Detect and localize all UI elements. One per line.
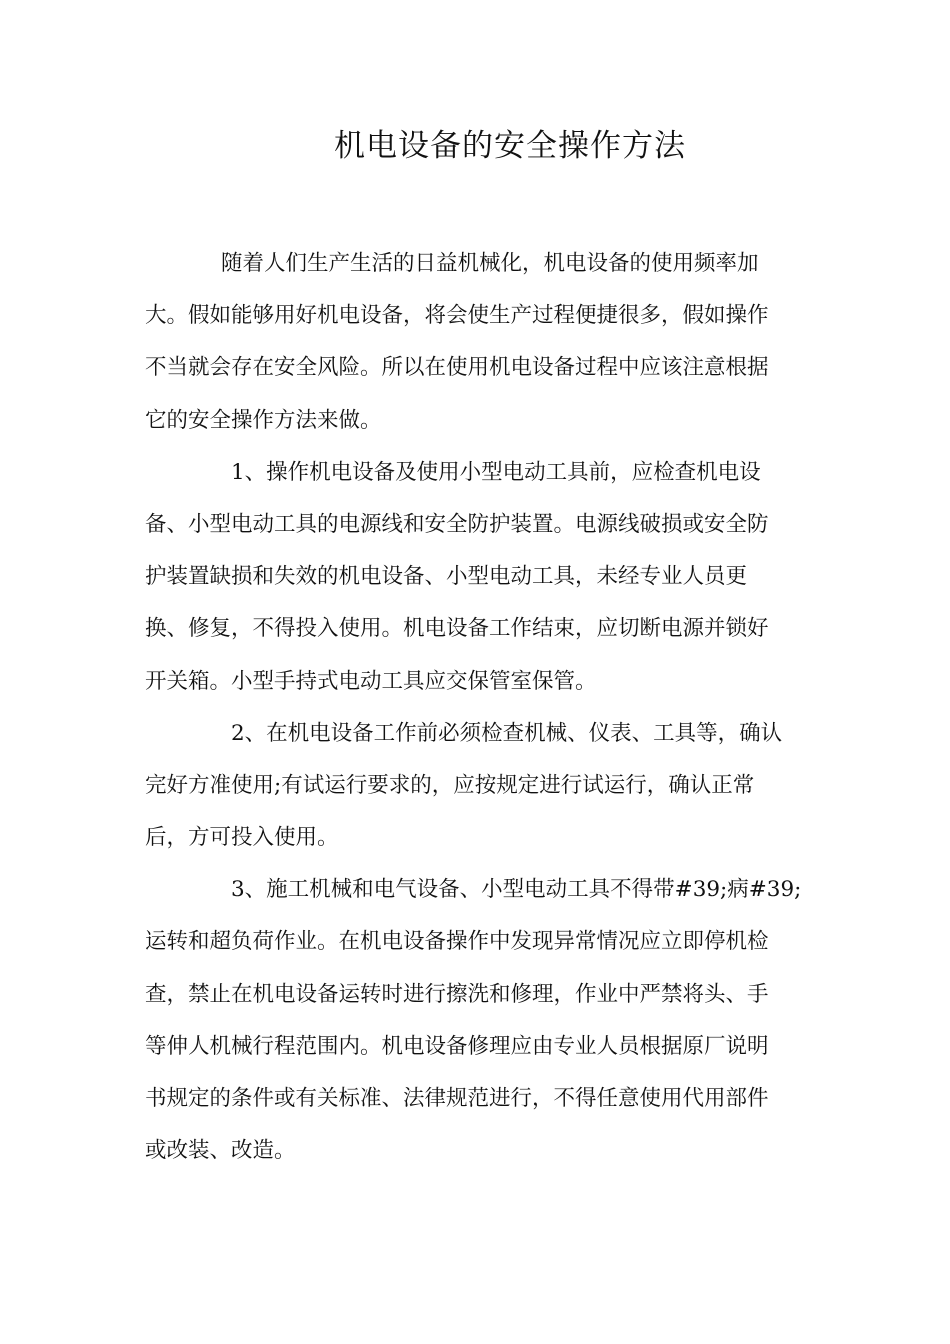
paragraph-item-3-line: 书规定的条件或有关标准、法律规范进行，不得任意使用代用部件 — [145, 1086, 769, 1111]
document-title: 机电设备的安全操作方法 — [334, 128, 686, 164]
paragraph-intro-line: 它的安全操作方法来做。 — [145, 407, 382, 433]
paragraph-item-3-line: 等伸人机械行程范围内。机电设备修理应由专业人员根据原厂说明 — [145, 1033, 769, 1059]
paragraph-item-2-line: 完好方准使用;有试运行要求的，应按规定进行试运行，确认正常 — [145, 772, 755, 798]
paragraph-item-3-line: 运转和超负荷作业。在机电设备操作中发现异常情况应立即停机检 — [145, 929, 769, 955]
paragraph-item-2-line: 2、在机电设备工作前必须检查机械、仪表、工具等，确认 — [231, 720, 783, 746]
paragraph-item-1-line: 护装置缺损和失效的机电设备、小型电动工具，未经专业人员更 — [145, 564, 748, 590]
paragraph-item-1-line: 开关箱。小型手持式电动工具应交保管室保管。 — [145, 668, 597, 694]
paragraph-intro-line: 随着人们生产生活的日益机械化，机电设备的使用频率加 — [221, 251, 759, 276]
paragraph-item-3-line: 3、施工机械和电气设备、小型电动工具不得带#39;病#39; — [231, 877, 802, 903]
document-body — [145, 238, 802, 1177]
paragraph-item-1-line: 换、修复，不得投入使用。机电设备工作结束，应切断电源并锁好 — [145, 616, 769, 642]
paragraph-intro-line: 大。假如能够用好机电设备，将会使生产过程便捷很多，假如操作 — [145, 303, 769, 329]
paragraph-item-3-line: 或改装、改造。 — [145, 1138, 296, 1164]
paragraph-item-3-line: 查，禁止在机电设备运转时进行擦洗和修理，作业中严禁将头、手 — [145, 981, 769, 1007]
paragraph-item-1-line: 备、小型电动工具的电源线和安全防护装置。电源线破损或安全防 — [145, 511, 769, 537]
paragraph-intro-line: 不当就会存在安全风险。所以在使用机电设备过程中应该注意根据 — [145, 355, 769, 381]
paragraph-item-1-line: 1、操作机电设备及使用小型电动工具前，应检查机电设 — [231, 459, 761, 485]
paragraph-item-2-line: 后，方可投入使用。 — [145, 825, 339, 851]
